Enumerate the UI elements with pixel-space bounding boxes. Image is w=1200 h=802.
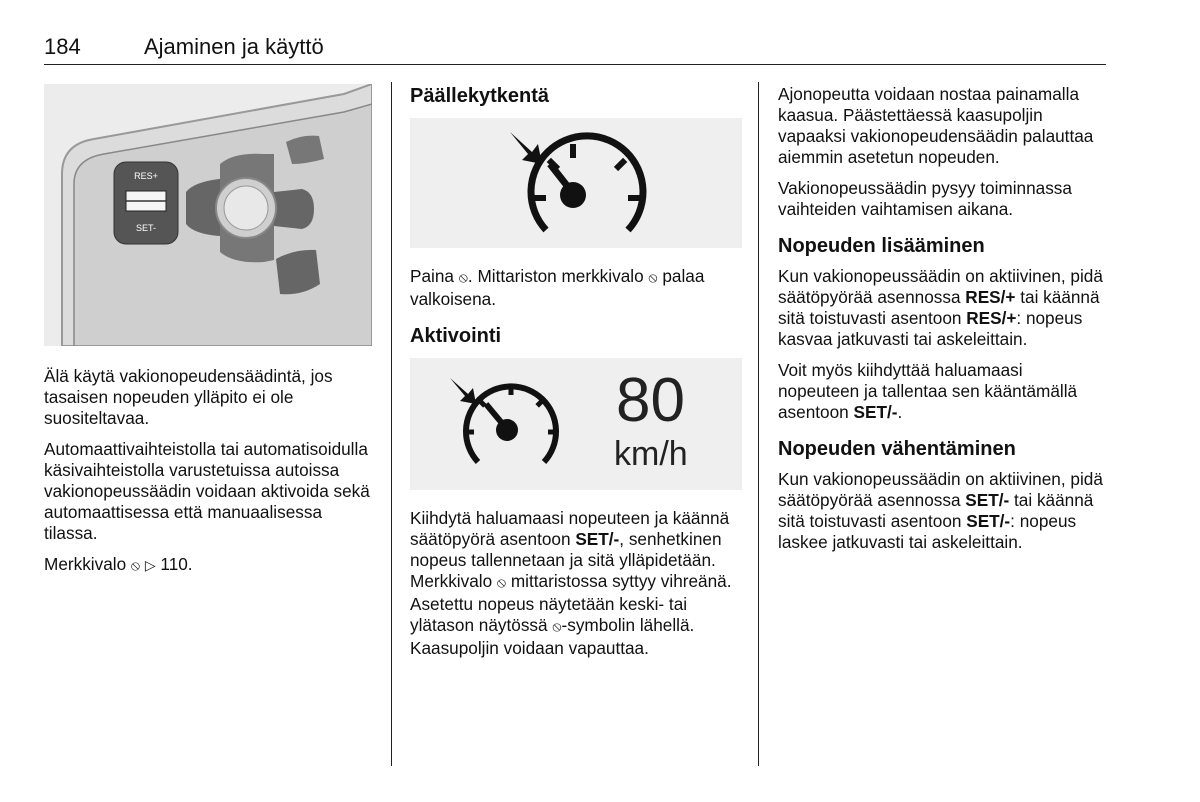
paragraph-accelerate-save: Voit myös kiihdyttää haluamaasi nopeuteen ja tallentaa sen kääntämällä asentoon SET/-. — [778, 360, 1078, 422]
cruise-control-icon-large — [410, 118, 742, 248]
set-button-label: SET- — [135, 223, 157, 233]
cross-reference-arrow-icon: ▷ — [144, 558, 156, 574]
column-3 — [778, 84, 1108, 563]
paragraph-automatic: Automaattivaihteistolla tai automatisoidulla käsivaihteistolla varustetuissa autoissa vakionopeussäädin voidaan aktivoida sekä automaattisessa että manuaalisessa tilassa. — [44, 439, 370, 543]
speed-display-panel — [410, 358, 742, 490]
paragraph-warning: Älä käytä vakionopeudensäädintä, jos tasaisen nopeuden ylläpito ei ole suositeltavaa. — [44, 366, 333, 428]
paragraph-accelerate: Kiihdytä haluamaasi nopeuteen ja käännä säätöpyörä asentoon SET/-, senhetkinen nopeus tallennetaan ja sitä ylläpidetään. Merkkivalo ⦸ mittaristossa syttyy vihreänä. Asetettu nopeus näytetään keski- tai ylätason näytössä ⦸-symbolin lähellä. Kaasupoljin voidaan vapauttaa. — [410, 508, 732, 658]
paragraph-raise-speed: Ajonopeutta voidaan nostaa painamalla kaasua. Päästettäessä kaasupoljin vapaaksi vakionopeudensäädin palauttaa aiemmin asetetun nopeuden. — [778, 84, 1094, 167]
steering-wheel-illustration — [44, 84, 372, 346]
page-header — [44, 34, 1106, 65]
section-title: Ajaminen ja käyttö — [144, 34, 324, 59]
cruise-control-icon: ⦸ — [496, 575, 507, 591]
paragraph-indicator-ref — [44, 554, 374, 577]
page-number: 184 — [44, 34, 81, 59]
paragraph-gear-change: Vakionopeussäädin pysyy toiminnassa vaihteiden vaihtamisen aikana. — [778, 178, 1072, 219]
paragraph-decrease: Kun vakionopeussäädin on aktiivinen, pidä säätöpyörää asennossa SET/- tai käännä sitä toistuvasti asentoon SET/-: nopeus laskee jatkuvasti tai askeleittain. — [778, 469, 1103, 552]
heading-decrease-speed: Nopeuden vähentäminen — [778, 438, 1016, 460]
column-2 — [410, 84, 742, 669]
paragraph-increase: Kun vakionopeussäädin on aktiivinen, pidä säätöpyörää asennossa RES/+ tai käännä sitä toistuvasti asentoon RES/+: nopeus kasvaa jatkuvasti tai askeleittain. — [778, 266, 1103, 349]
column-divider-1 — [391, 82, 392, 766]
speed-unit: km/h — [614, 435, 688, 473]
cruise-control-icon: ⦸ — [552, 619, 562, 635]
cruise-control-icon: ⦸ — [130, 558, 141, 574]
heading-switch-on: Päällekytkentä — [410, 85, 549, 107]
res-button-label: RES+ — [134, 171, 158, 181]
page-reference-link[interactable]: 110. — [160, 554, 193, 574]
column-divider-2 — [758, 82, 759, 766]
indicator-ref-label: Merkkivalo — [44, 554, 127, 574]
steering-buttons-image — [44, 84, 372, 346]
paragraph-press: Paina ⦸. Mittariston merkkivalo ⦸ palaa valkoisena. — [410, 266, 705, 309]
speed-value: 80 — [616, 366, 685, 435]
heading-increase-speed: Nopeuden lisääminen — [778, 235, 985, 257]
cruise-control-icon: ⦸ — [458, 270, 468, 286]
heading-activation: Aktivointi — [410, 325, 502, 347]
column-1 — [44, 84, 374, 587]
cruise-indicator-panel — [410, 118, 742, 248]
cruise-control-icon-active — [410, 358, 742, 490]
cruise-control-icon: ⦸ — [648, 270, 658, 286]
